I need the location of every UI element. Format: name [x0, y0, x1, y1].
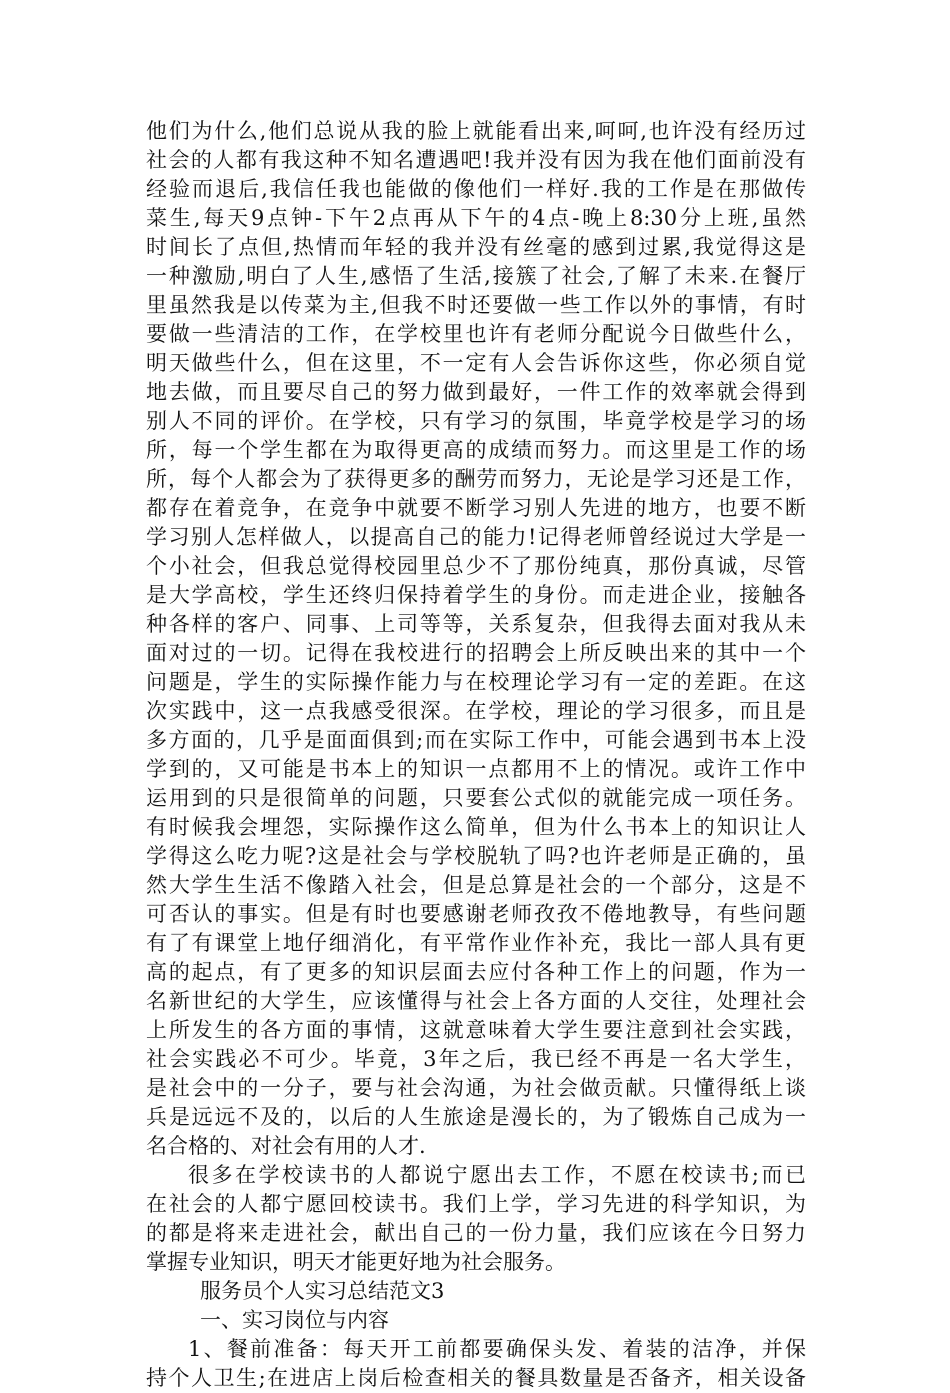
text-line: 菜生,每天9点钟-下午2点再从下午的4点-晚上8:30分上班,虽然	[146, 206, 806, 230]
text-line: 掌握专业知识，明天才能更好地为社会服务。	[146, 1250, 566, 1274]
text-line: 可否认的事实。但是有时也要感谢老师孜孜不倦地教导，有些问题	[146, 902, 806, 926]
text-line: 经验而退后,我信任我也能做的像他们一样好.我的工作是在那做传	[146, 177, 806, 201]
text-line: 有了有课堂上地仔细消化，有平常作业作补充，我比一部人具有更	[146, 931, 806, 955]
text-line: 问题是，学生的实际操作能力与在校理论学习有一定的差距。在这	[146, 670, 806, 694]
text-line: 运用到的只是很简单的问题，只要套公式似的就能完成一项任务。	[146, 786, 806, 810]
text-line: 1、餐前准备：每天开工前都要确保头发、着装的洁净，并保	[188, 1337, 806, 1361]
text-line: 地去做，而且要尽自己的努力做到最好，一件工作的效率就会得到	[146, 380, 806, 404]
text-line: 有时候我会埋怨，实际操作这么简单，但为什么书本上的知识让人	[146, 815, 806, 839]
text-line: 所，每个人都会为了获得更多的酬劳而努力，无论是学习还是工作，	[146, 467, 806, 491]
paragraph-1	[146, 117, 806, 1161]
text-line: 一种激励,明白了人生,感悟了生活,接簇了社会,了解了未来.在餐厅	[146, 264, 806, 288]
text-line: 社会实践必不可少。毕竟，3年之后，我已经不再是一名大学生，	[146, 1047, 806, 1071]
text-line: 个小社会，但我总觉得校园里总少不了那份纯真，那份真诚，尽管	[146, 554, 806, 578]
text-line: 都存在着竞争，在竞争中就要不断学习别人先进的地方，也要不断	[146, 496, 806, 520]
text-line: 上所发生的各方面的事情，这就意味着大学生要注意到社会实践，	[146, 1018, 806, 1042]
text-line: 高的起点，有了更多的知识层面去应付各种工作上的问题，作为一	[146, 960, 806, 984]
text-line: 学到的，又可能是书本上的知识一点都用不上的情况。或许工作中	[146, 757, 806, 781]
text-line: 多方面的，几乎是面面俱到;而在实际工作中，可能会遇到书本上没	[146, 728, 806, 752]
text-line: 兵是远远不及的，以后的人生旅途是漫长的，为了锻炼自己成为一	[146, 1105, 806, 1129]
text-line: 面对过的一切。记得在我校进行的招聘会上所反映出来的其中一个	[146, 641, 806, 665]
text-line: 所，每一个学生都在为取得更高的成绩而努力。而这里是工作的场	[146, 438, 806, 462]
text-line: 名新世纪的大学生，应该懂得与社会上各方面的人交往，处理社会	[146, 989, 806, 1013]
text-line: 次实践中，这一点我感受很深。在学校，理论的学习很多，而且是	[146, 699, 806, 723]
text-line: 学得这么吃力呢?这是社会与学校脱轨了吗?也许老师是正确的，虽	[146, 844, 806, 868]
text-line: 学习别人怎样做人，以提高自己的能力!记得老师曾经说过大学是一	[146, 525, 806, 549]
text-line: 的都是将来走进社会，献出自己的一份力量，我们应该在今日努力	[146, 1221, 806, 1245]
text-line: 是大学高校，学生还终归保持着学生的身份。而走进企业，接触各	[146, 583, 806, 607]
text-line: 很多在学校读书的人都说宁愿出去工作，不愿在校读书;而已	[188, 1163, 806, 1187]
text-line: 别人不同的评价。在学校，只有学习的氛围，毕竟学校是学习的场	[146, 409, 806, 433]
document-body	[146, 117, 806, 1393]
text-line: 要做一些清洁的工作，在学校里也许有老师分配说今日做些什么，	[146, 322, 806, 346]
paragraph-2	[146, 1161, 806, 1277]
text-line: 时间长了点但,热情而年轻的我并没有丝毫的感到过累,我觉得这是	[146, 235, 806, 259]
document-title: 服务员个人实习总结范文3	[200, 1279, 445, 1303]
text-line: 里虽然我是以传菜为主,但我不时还要做一些工作以外的事情，有时	[146, 293, 806, 317]
text-line: 名合格的、对社会有用的人才.	[146, 1134, 426, 1158]
text-line: 在社会的人都宁愿回校读书。我们上学，学习先进的科学知识，为	[146, 1192, 806, 1216]
text-line: 社会的人都有我这种不知名遭遇吧!我并没有因为我在他们面前没有	[146, 148, 806, 172]
text-line: 持个人卫生;在进店上岗后检查相关的餐具数量是否备齐，相关设备	[146, 1366, 806, 1390]
text-line: 是社会中的一分子，要与社会沟通，为社会做贡献。只懂得纸上谈	[146, 1076, 806, 1100]
text-line: 他们为什么,他们总说从我的脸上就能看出来,呵呵,也许没有经历过	[146, 119, 806, 143]
text-line: 明天做些什么，但在这里，不一定有人会告诉你这些，你必须自觉	[146, 351, 806, 375]
text-line: 种各样的客户、同事、上司等等，关系复杂，但我得去面对我从未	[146, 612, 806, 636]
section-heading: 一、实习岗位与内容	[200, 1308, 389, 1332]
text-line: 然大学生生活不像踏入社会，但是总算是社会的一个部分，这是不	[146, 873, 806, 897]
